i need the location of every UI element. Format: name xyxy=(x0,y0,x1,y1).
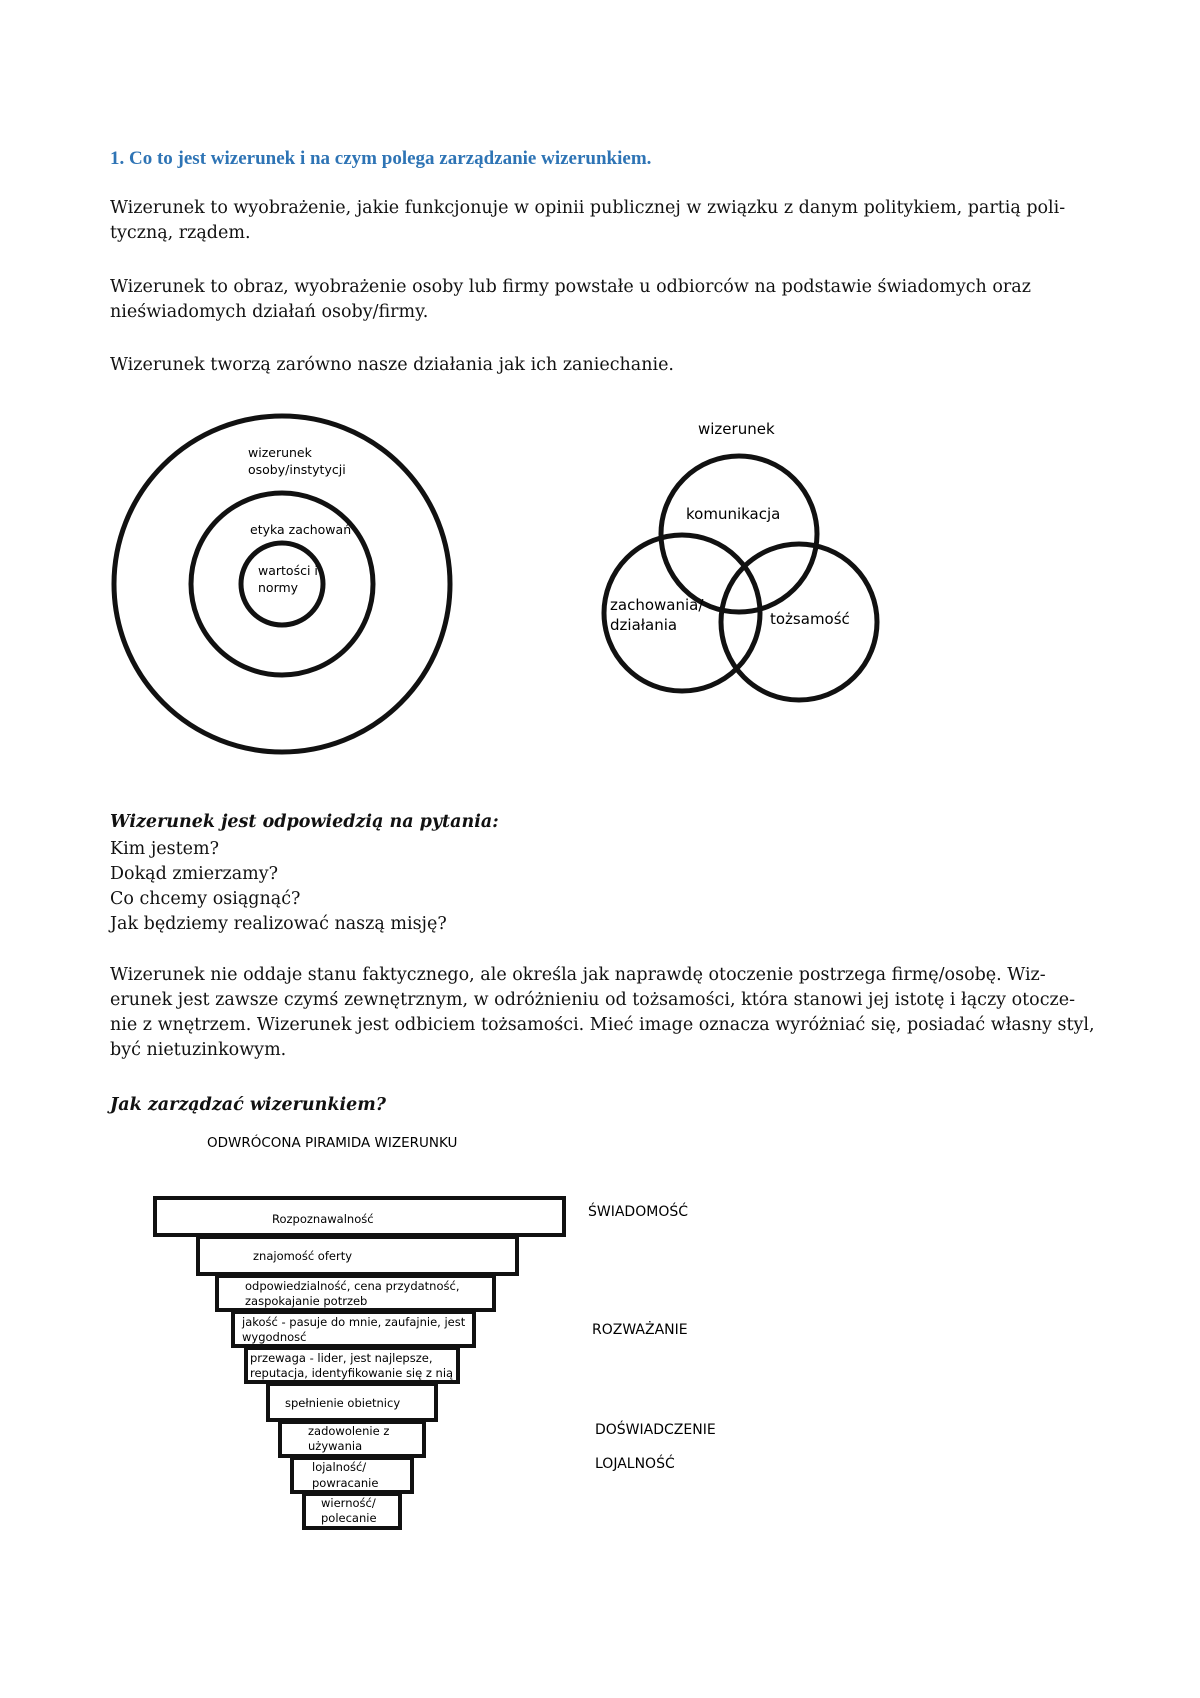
pyramid-level-label: zaspokajanie potrzeb xyxy=(245,1294,368,1308)
pyramid-level-label: spełnienie obietnicy xyxy=(285,1396,401,1410)
questions-title: Wizerunek jest odpowiedzią na pytania: xyxy=(110,812,499,832)
venn-diagram xyxy=(570,410,890,710)
pyramid-title: ODWRÓCONA PIRAMIDA WIZERUNKU xyxy=(207,1135,458,1151)
pyramid-level-label: wygodnosć xyxy=(242,1330,307,1344)
venn-label-left-2: działania xyxy=(610,616,678,634)
inverted-pyramid-diagram xyxy=(140,1130,740,1530)
pyramid-stage-label: ROZWAŻANIE xyxy=(592,1322,688,1338)
list-item: Jak będziemy realizować naszą misję? xyxy=(110,914,447,934)
pyramid-stage-label: LOJALNOŚĆ xyxy=(595,1456,675,1472)
venn-label-top: komunikacja xyxy=(686,505,781,523)
middle-circle-label: etyka zachowań xyxy=(250,522,352,537)
section-heading: 1. Co to jest wizerunek i na czym polega zarządzanie wizerunkiem. xyxy=(110,148,652,169)
list-item: Dokąd zmierzamy? xyxy=(110,864,279,884)
pyramid-level-label: znajomość oferty xyxy=(253,1249,353,1263)
pyramid-level-label: lojalność/ xyxy=(312,1460,367,1474)
inner-circle-label-2: normy xyxy=(258,580,299,595)
pyramid-level-label: jakość - pasuje do mnie, zaufajnie, jest xyxy=(242,1315,466,1329)
venn-title: wizerunek xyxy=(698,420,775,438)
concentric-circles-diagram xyxy=(100,400,500,770)
paragraph-image-vs-identity: Wizerunek nie oddaje stanu faktycznego, ale określa jak naprawdę otoczenie postrzega firmę/osobę. Wiz-erunek jest zawsze czymś zewnętrznym, w odróżnieniu od tożsamości, która stanowi jej istotę i łączy otocze-nie z wnętrzem. Wizerunek jest odbiciem tożsamości. Mieć image oznacza wyróżniać się, posiadać własny styl, być nietuzinkowym. xyxy=(110,965,1095,1060)
pyramid-level-label: powracanie xyxy=(312,1476,379,1490)
pyramid-level-label: przewaga - lider, jest najlepsze, xyxy=(250,1351,433,1365)
venn-label-right: tożsamość xyxy=(770,610,850,628)
pyramid-level-label: odpowiedzialność, cena przydatność, xyxy=(245,1279,460,1293)
pyramid-level-label: wierność/ xyxy=(321,1496,376,1510)
questions-list xyxy=(110,837,447,937)
outer-circle-label-2: osoby/instytycji xyxy=(248,462,346,477)
pyramid-stage-label: DOŚWIADCZENIE xyxy=(595,1422,716,1438)
pyramid-level-label: używania xyxy=(308,1439,363,1453)
list-item: Co chcemy osiągnąć? xyxy=(110,889,301,909)
list-item: Kim jestem? xyxy=(110,839,219,859)
venn-label-left-1: zachowania/ xyxy=(610,596,704,614)
pyramid-level-label: polecanie xyxy=(321,1511,377,1525)
pyramid-level-label: Rozpoznawalność xyxy=(272,1212,374,1226)
paragraph-definition-3: Wizerunek tworzą zarówno nasze działania jak ich zaniechanie. xyxy=(110,355,674,375)
paragraph-definition-2: Wizerunek to obraz, wyobrażenie osoby lub firmy powstałe u odbiorców na podstawie świadomych oraz nieświadomych działań osoby/firmy. xyxy=(110,277,1031,322)
manage-heading: Jak zarządzać wizerunkiem? xyxy=(110,1095,387,1115)
pyramid-stage-label: ŚWIADOMOŚĆ xyxy=(588,1204,688,1220)
pyramid-level xyxy=(198,1237,517,1274)
pyramid-level-label: reputacja, identyfikowanie się z nią xyxy=(250,1366,454,1380)
outer-circle-label-1: wizerunek xyxy=(248,445,312,460)
pyramid-level-label: zadowolenie z xyxy=(308,1424,390,1438)
inner-circle-label-1: wartości i xyxy=(258,563,318,578)
paragraph-definition-1: Wizerunek to wyobrażenie, jakie funkcjonuje w opinii publicznej w związku z danym politykiem, partią poli-tyczną, rządem. xyxy=(110,198,1066,243)
